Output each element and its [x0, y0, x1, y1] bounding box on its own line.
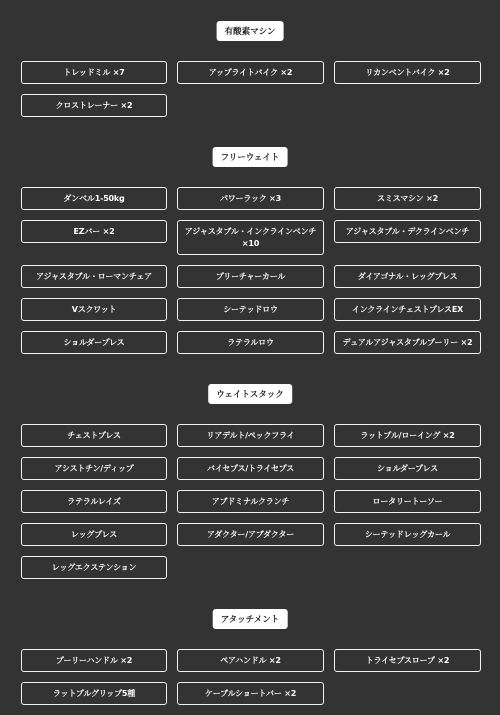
- equipment-item: ロータリートーソー: [334, 490, 481, 513]
- section-header-cardio: [217, 21, 284, 41]
- equipment-item: シーテッドロウ: [177, 298, 324, 321]
- equipment-item: EZバー ×2: [21, 220, 167, 243]
- equipment-item: ラットプルグリップ5種: [21, 682, 167, 705]
- equipment-item: リカンベントバイク ×2: [334, 61, 481, 84]
- equipment-grid-cardio: [21, 61, 481, 117]
- equipment-item: シーテッドレッグカール: [334, 523, 481, 546]
- equipment-item: アジャスタブル・ローマンチェア: [21, 265, 167, 288]
- section-title: ウェイトスタック: [216, 390, 284, 400]
- equipment-item: アジャスタブル・デクラインベンチ: [334, 220, 481, 243]
- section-header-attachments: [213, 609, 288, 629]
- equipment-item: ラテラルロウ: [177, 331, 324, 354]
- equipment-item: ショルダープレス: [334, 457, 481, 480]
- equipment-item: インクラインチェストプレスEX: [334, 298, 481, 321]
- equipment-item: アシストチン/ディップ: [21, 457, 167, 480]
- equipment-item: リアデルト/ペックフライ: [177, 424, 324, 447]
- equipment-item: チェストプレス: [21, 424, 167, 447]
- equipment-grid-attachments: [21, 649, 481, 705]
- equipment-grid-weight-stack: [21, 424, 481, 579]
- section-header-free-weight: [213, 147, 288, 167]
- equipment-item: バイセプス/トライセプス: [177, 457, 324, 480]
- equipment-grid-free-weight: [21, 187, 481, 354]
- equipment-item: ダンベル1-50kg: [21, 187, 167, 210]
- section-header-weight-stack: [208, 384, 292, 404]
- equipment-item: デュアルアジャスタブルプーリー ×2: [334, 331, 481, 354]
- equipment-item: トレッドミル ×7: [21, 61, 167, 84]
- equipment-item: ダイアゴナル・レッグプレス: [334, 265, 481, 288]
- section-title: フリーウェイト: [220, 153, 280, 163]
- equipment-item: パワーラック ×3: [177, 187, 324, 210]
- equipment-item: ショルダープレス: [21, 331, 167, 354]
- equipment-item: トライセプスロープ ×2: [334, 649, 481, 672]
- equipment-item: プーリーハンドル ×2: [21, 649, 167, 672]
- section-title: 有酸素マシン: [224, 27, 276, 37]
- equipment-item: ペアハンドル ×2: [177, 649, 324, 672]
- equipment-item: レッグエクステンション: [21, 556, 167, 579]
- equipment-item: プリーチャーカール: [177, 265, 324, 288]
- equipment-item: ケーブルショートバー ×2: [177, 682, 324, 705]
- equipment-item: アブドミナルクランチ: [177, 490, 324, 513]
- equipment-item: レッグプレス: [21, 523, 167, 546]
- equipment-item: アダクター/アブダクター: [177, 523, 324, 546]
- equipment-item: アップライトバイク ×2: [177, 61, 324, 84]
- section-title: アタッチメント: [220, 615, 280, 625]
- equipment-item: クロストレーナー ×2: [21, 94, 167, 117]
- equipment-item: スミスマシン ×2: [334, 187, 481, 210]
- equipment-item: Vスクワット: [21, 298, 167, 321]
- equipment-item: アジャスタブル・インクラインベンチ ×10: [177, 220, 324, 255]
- equipment-item: ラテラルレイズ: [21, 490, 167, 513]
- equipment-item: ラットプル/ローイング ×2: [334, 424, 481, 447]
